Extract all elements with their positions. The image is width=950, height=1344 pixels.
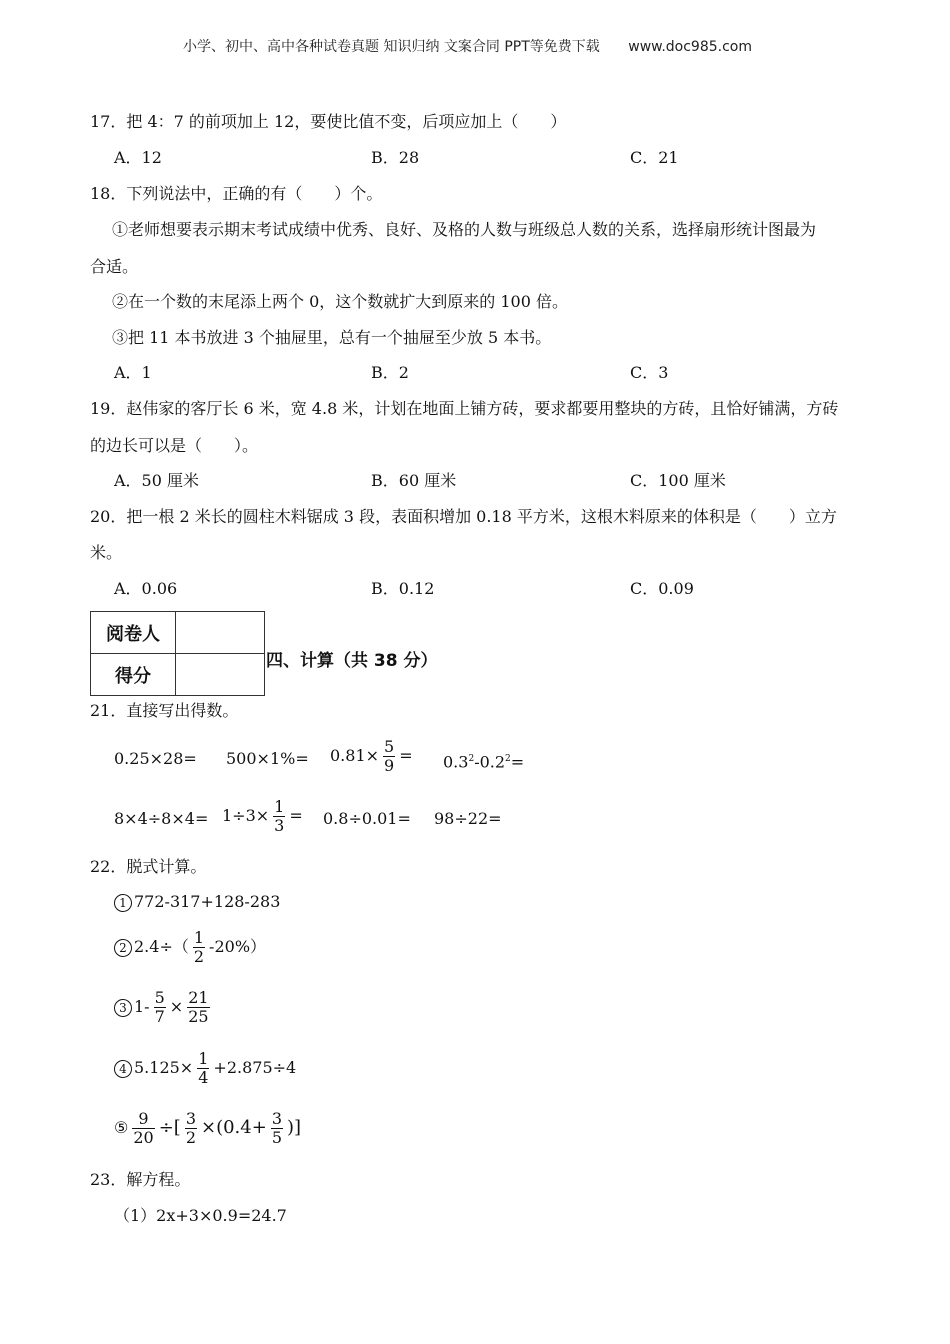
- q22-problem-2-pre: 2.4÷（: [134, 937, 189, 956]
- numerator: 21: [188, 988, 209, 1007]
- q18-option-a: A．1: [114, 363, 152, 382]
- q19-option-c: C．100 厘米: [630, 471, 726, 490]
- base-2: -0.2: [474, 752, 506, 772]
- denominator: 5: [271, 1128, 282, 1147]
- score-table: [90, 611, 265, 696]
- q18-statement-1-cont: 合适。: [90, 257, 139, 276]
- times-paren: ×(0.4+: [201, 1117, 267, 1138]
- q18-statement-2: ②在一个数的末尾添上两个 0，这个数就扩大到原来的 100 倍。: [112, 292, 568, 311]
- q22-problem-3-pre: 1-: [134, 997, 150, 1016]
- denominator: 9: [384, 756, 395, 775]
- q22-stem: 22．脱式计算。: [90, 857, 207, 876]
- numerator: 9: [138, 1109, 149, 1128]
- circled-number-3: 3: [114, 999, 132, 1017]
- numerator: 1: [198, 1049, 209, 1068]
- q21-stem: 21．直接写出得数。: [90, 701, 239, 720]
- q17-option-a: A．12: [114, 148, 162, 167]
- circled-number-2: 2: [114, 939, 132, 957]
- score-field[interactable]: [176, 654, 265, 696]
- q21-expr-8: 98÷22=: [434, 809, 502, 828]
- q22-problem-5: [114, 1110, 301, 1147]
- q22-problem-1: [114, 892, 280, 912]
- q21-expr-2: 500×1%=: [226, 749, 309, 768]
- q22-problem-5-fraction-1: [132, 1110, 154, 1147]
- q21-expr-3-post: =: [399, 746, 413, 765]
- q21-expr-3: [330, 738, 413, 775]
- q22-problem-2: [114, 929, 266, 966]
- q17-option-b: B．28: [371, 148, 420, 167]
- numerator: 1: [193, 928, 205, 947]
- q21-expr-6: [222, 798, 303, 835]
- q21-expr-6-post: =: [289, 806, 303, 825]
- circled-number-1: 1: [114, 894, 132, 912]
- denominator: 3: [274, 816, 285, 835]
- exponent-2: 2: [505, 754, 511, 764]
- q22-problem-1-expr: 772-317+128-283: [134, 892, 281, 911]
- q22-problem-3-fraction-1: [154, 989, 166, 1026]
- reviewer-field[interactable]: [176, 612, 265, 654]
- denominator: 25: [188, 1007, 209, 1026]
- times-sign: ×: [169, 997, 184, 1016]
- divide-bracket: ÷[: [158, 1117, 181, 1138]
- reviewer-label: 阅卷人: [91, 612, 176, 654]
- q18-stem: 18．下列说法中，正确的有（ ）个。: [90, 184, 383, 203]
- q18-statement-1: ①老师想要表示期末考试成绩中优秀、良好、及格的人数与班级总人数的关系，选择扇形统计图最为: [112, 220, 817, 239]
- q19-option-a: A．50 厘米: [114, 471, 200, 490]
- header-url[interactable]: www.doc985.com: [628, 39, 752, 55]
- numerator: 3: [271, 1109, 282, 1128]
- q20-stem-cont: 米。: [90, 543, 123, 562]
- q21-expr-4: [443, 749, 524, 772]
- score-label: 得分: [91, 654, 176, 696]
- closing-brackets: )]: [287, 1117, 302, 1138]
- numerator: 1: [274, 797, 285, 816]
- q23-problem-1: （1）2x+3×0.9=24.7: [114, 1206, 287, 1225]
- q23-stem: 23．解方程。: [90, 1170, 191, 1189]
- q18-option-c: C．3: [630, 363, 669, 382]
- q22-problem-2-fraction: [193, 929, 205, 966]
- exponent-1: 2: [468, 754, 475, 764]
- denominator: 2: [193, 947, 205, 966]
- q21-expr-7: 0.8÷0.01=: [323, 809, 411, 828]
- q20-stem: 20．把一根 2 米长的圆柱木料锯成 3 段，表面积增加 0.18 平方米，这根木料原来的体积是（ ）立方: [90, 507, 837, 526]
- equals: =: [510, 752, 525, 772]
- denominator: 2: [185, 1128, 196, 1147]
- q22-problem-4-pre: 5.125×: [134, 1058, 194, 1077]
- numerator: 3: [185, 1109, 196, 1128]
- q17-option-c: C．21: [630, 148, 679, 167]
- header-text: 小学、初中、高中各种试卷真题 知识归纳 文案合同 PPT等免费下载: [183, 39, 600, 55]
- denominator: 4: [198, 1068, 209, 1087]
- q22-problem-5-fraction-2: [185, 1110, 197, 1147]
- q18-option-b: B．2: [371, 363, 409, 382]
- q20-option-a: A．0.06: [114, 579, 178, 598]
- numerator: 5: [154, 988, 165, 1007]
- base-1: 0.3: [443, 752, 469, 772]
- q22-problem-4: [114, 1050, 296, 1087]
- q22-problem-3: [114, 989, 214, 1026]
- q22-problem-5-fraction-3: [271, 1110, 283, 1147]
- denominator: 7: [154, 1007, 165, 1026]
- q19-option-b: B．60 厘米: [371, 471, 457, 490]
- q19-stem: 19．赵伟家的客厅长 6 米，宽 4.8 米，计划在地面上铺方砖，要求都要用整块的方砖，且恰好铺满，方砖: [90, 399, 839, 418]
- q18-statement-3: ③把 11 本书放进 3 个抽屉里，总有一个抽屉至少放 5 本书。: [112, 328, 552, 347]
- circled-number-5: ⑤: [114, 1118, 129, 1137]
- numerator: 5: [384, 737, 395, 756]
- q17-stem: 17．把 4：7 的前项加上 12，要使比值不变，后项应加上（ ）: [90, 112, 567, 131]
- circled-number-4: 4: [114, 1060, 132, 1078]
- q19-stem-cont: 的边长可以是（ ）。: [90, 436, 259, 455]
- q21-expr-3-pre: 0.81×: [330, 746, 380, 765]
- q21-expr-1: 0.25×28=: [114, 749, 197, 768]
- page-header: [183, 36, 752, 56]
- q20-option-b: B．0.12: [371, 579, 435, 598]
- q22-problem-3-fraction-2: [187, 989, 209, 1026]
- q21-expr-3-fraction: [383, 738, 395, 775]
- denominator: 20: [133, 1128, 154, 1147]
- q20-option-c: C．0.09: [630, 579, 694, 598]
- q22-problem-4-post: +2.875÷4: [213, 1058, 297, 1077]
- section-title: 四、计算（共 38 分）: [266, 651, 438, 671]
- q21-expr-5: 8×4÷8×4=: [114, 809, 209, 828]
- q22-problem-2-post: -20%）: [209, 937, 267, 956]
- q21-expr-6-pre: 1÷3×: [222, 806, 270, 825]
- q22-problem-4-fraction: [197, 1050, 209, 1087]
- q21-expr-6-fraction: [273, 798, 285, 835]
